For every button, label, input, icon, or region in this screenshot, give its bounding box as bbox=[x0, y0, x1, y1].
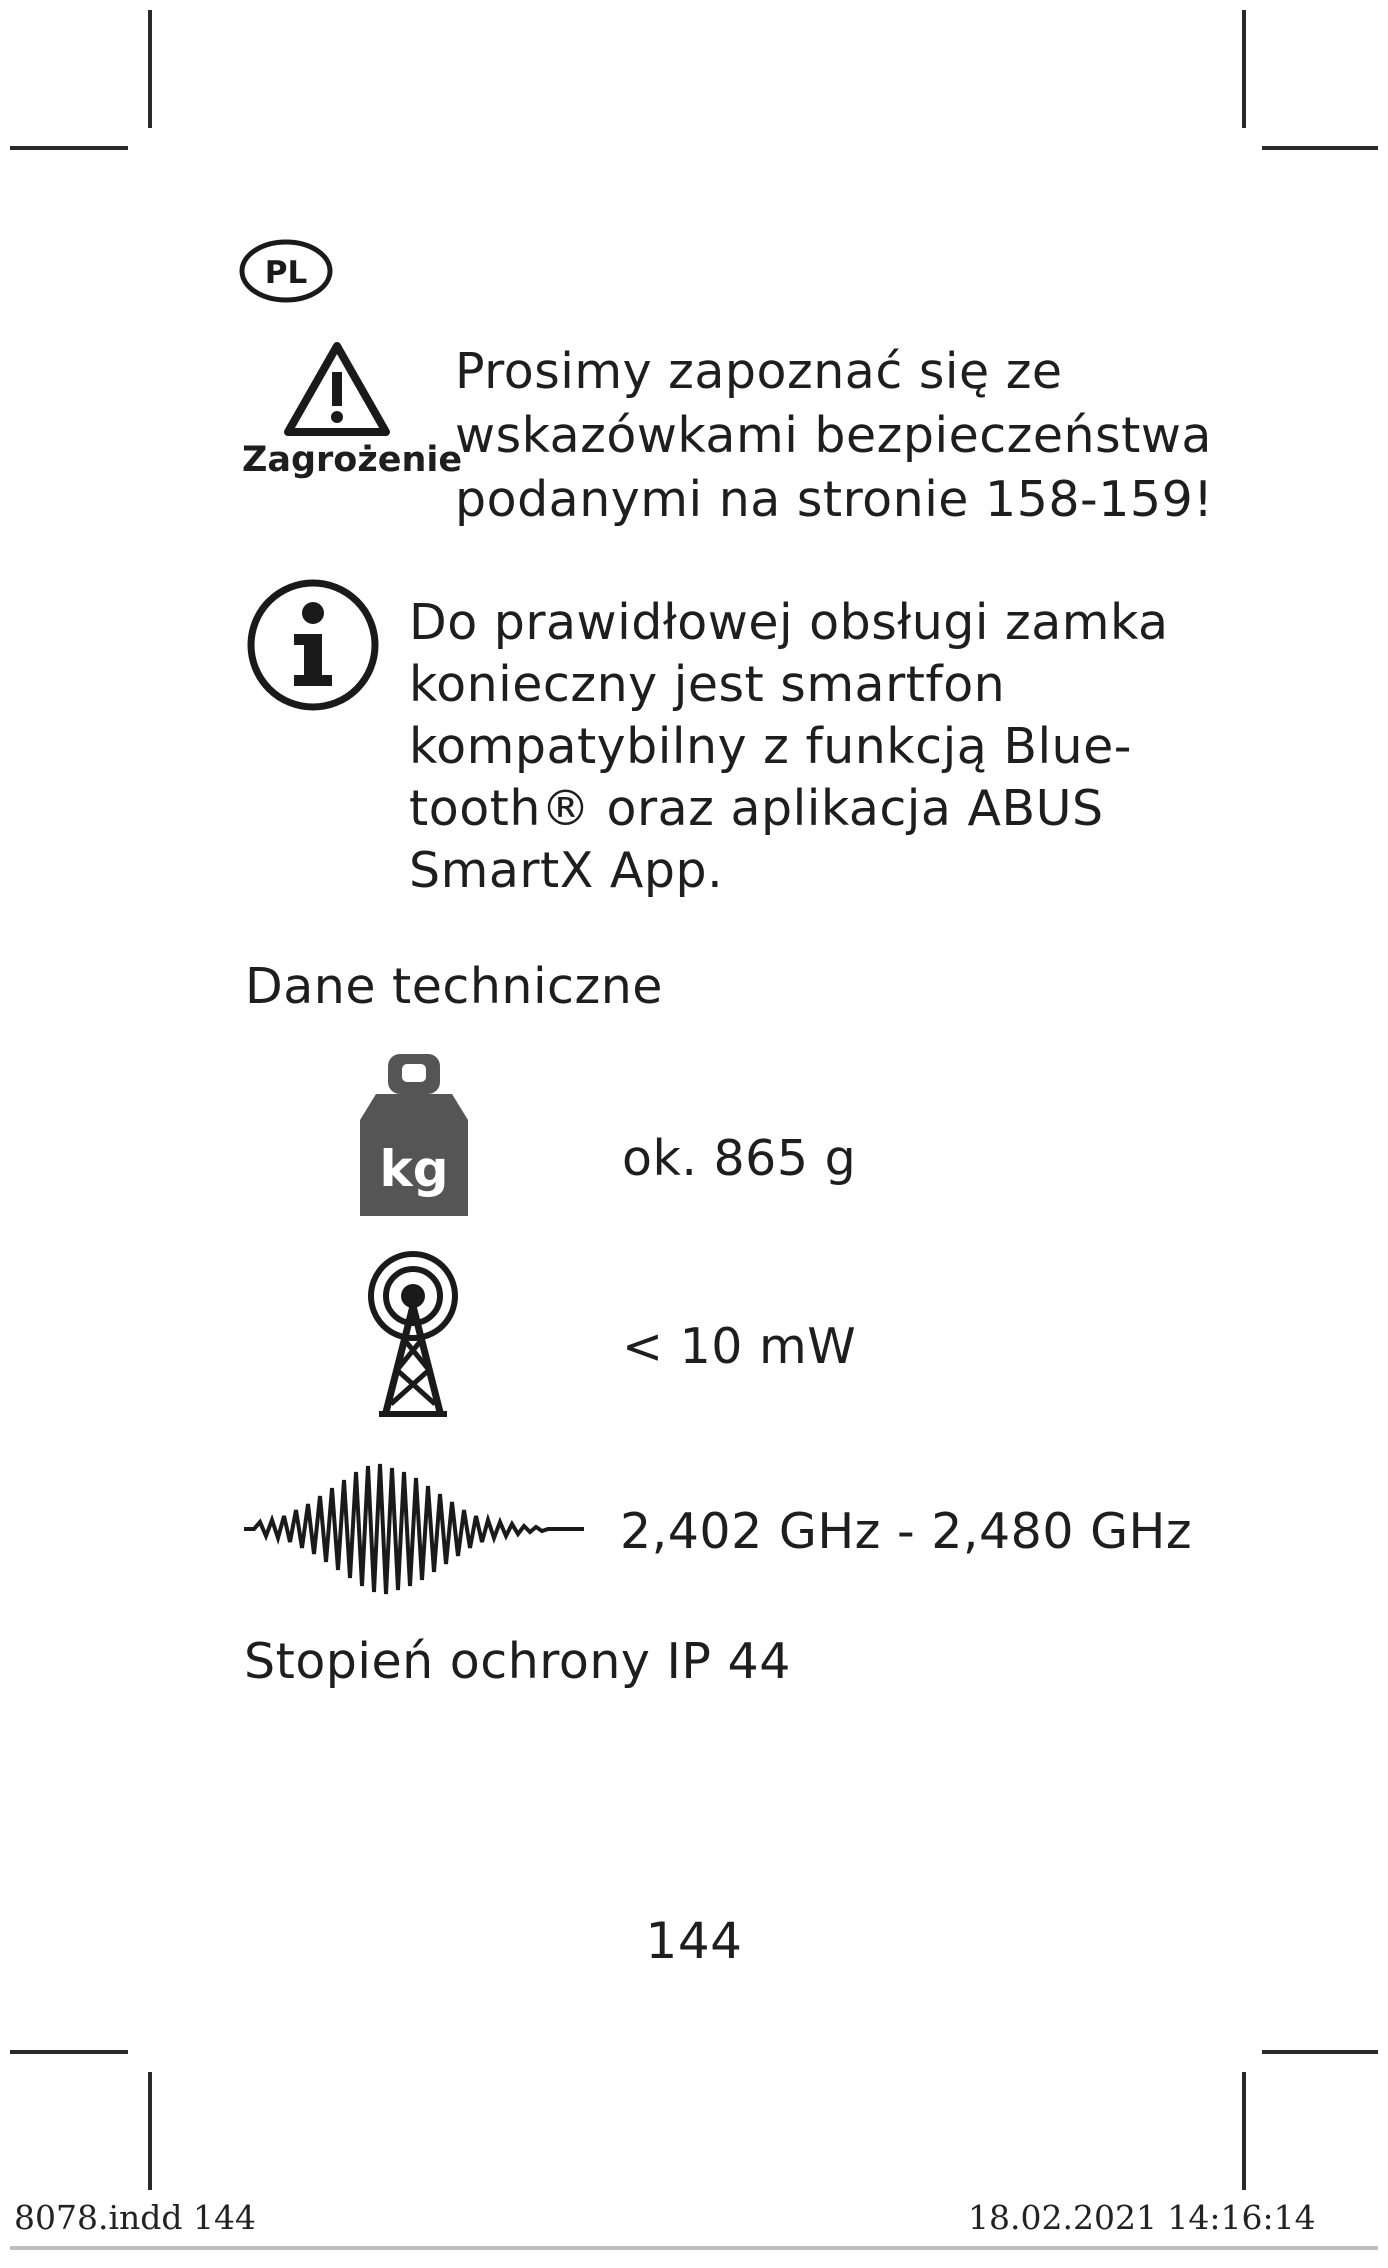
text-line: Do prawidłowej obsługi zamka bbox=[409, 594, 1169, 651]
text-line: Prosimy zapoznać się ze bbox=[455, 343, 1063, 400]
spec-weight-value: ok. 865 g bbox=[622, 1130, 857, 1187]
frequency-wave-icon bbox=[244, 1454, 584, 1604]
text-line: SmartX App. bbox=[409, 842, 724, 899]
crop-mark bbox=[1262, 2050, 1378, 2054]
slug-file: 8078.indd 144 bbox=[14, 2198, 257, 2237]
slug-timestamp: 18.02.2021 14:16:14 bbox=[968, 2198, 1316, 2237]
language-badge-label: PL bbox=[264, 255, 308, 291]
protection-rating: Stopień ochrony IP 44 bbox=[244, 1633, 791, 1690]
slug-rule bbox=[10, 2246, 1378, 2250]
text-line: tooth® oraz aplikacja ABUS bbox=[409, 780, 1104, 837]
crop-mark bbox=[10, 146, 128, 150]
warning-triangle-icon bbox=[282, 340, 392, 438]
weight-icon-label: kg bbox=[379, 1140, 449, 1198]
page-number: 144 bbox=[645, 1912, 743, 1970]
spec-power-value: < 10 mW bbox=[622, 1318, 857, 1375]
info-text bbox=[409, 592, 1169, 902]
crop-mark bbox=[1262, 146, 1378, 150]
warning-label: Zagrożenie bbox=[242, 440, 463, 480]
text-line: podanymi na stronie 158-159! bbox=[455, 471, 1214, 528]
crop-mark bbox=[10, 2050, 128, 2054]
text-line: wskazówkami bezpieczeństwa bbox=[455, 407, 1212, 464]
spec-frequency-value: 2,402 GHz - 2,480 GHz bbox=[620, 1503, 1193, 1560]
crop-mark bbox=[148, 2072, 152, 2190]
radio-tower-icon bbox=[363, 1248, 463, 1420]
language-badge bbox=[238, 238, 334, 304]
text-line: konieczny jest smartfon bbox=[409, 656, 1006, 713]
text-line: kompatybilny z funkcją Blue- bbox=[409, 718, 1132, 775]
weight-icon bbox=[356, 1050, 472, 1222]
section-heading: Dane techniczne bbox=[245, 958, 663, 1015]
info-icon bbox=[244, 576, 382, 714]
crop-mark bbox=[148, 10, 152, 128]
crop-mark bbox=[1242, 2072, 1246, 2190]
crop-mark bbox=[1242, 10, 1246, 128]
warning-text bbox=[455, 340, 1213, 532]
